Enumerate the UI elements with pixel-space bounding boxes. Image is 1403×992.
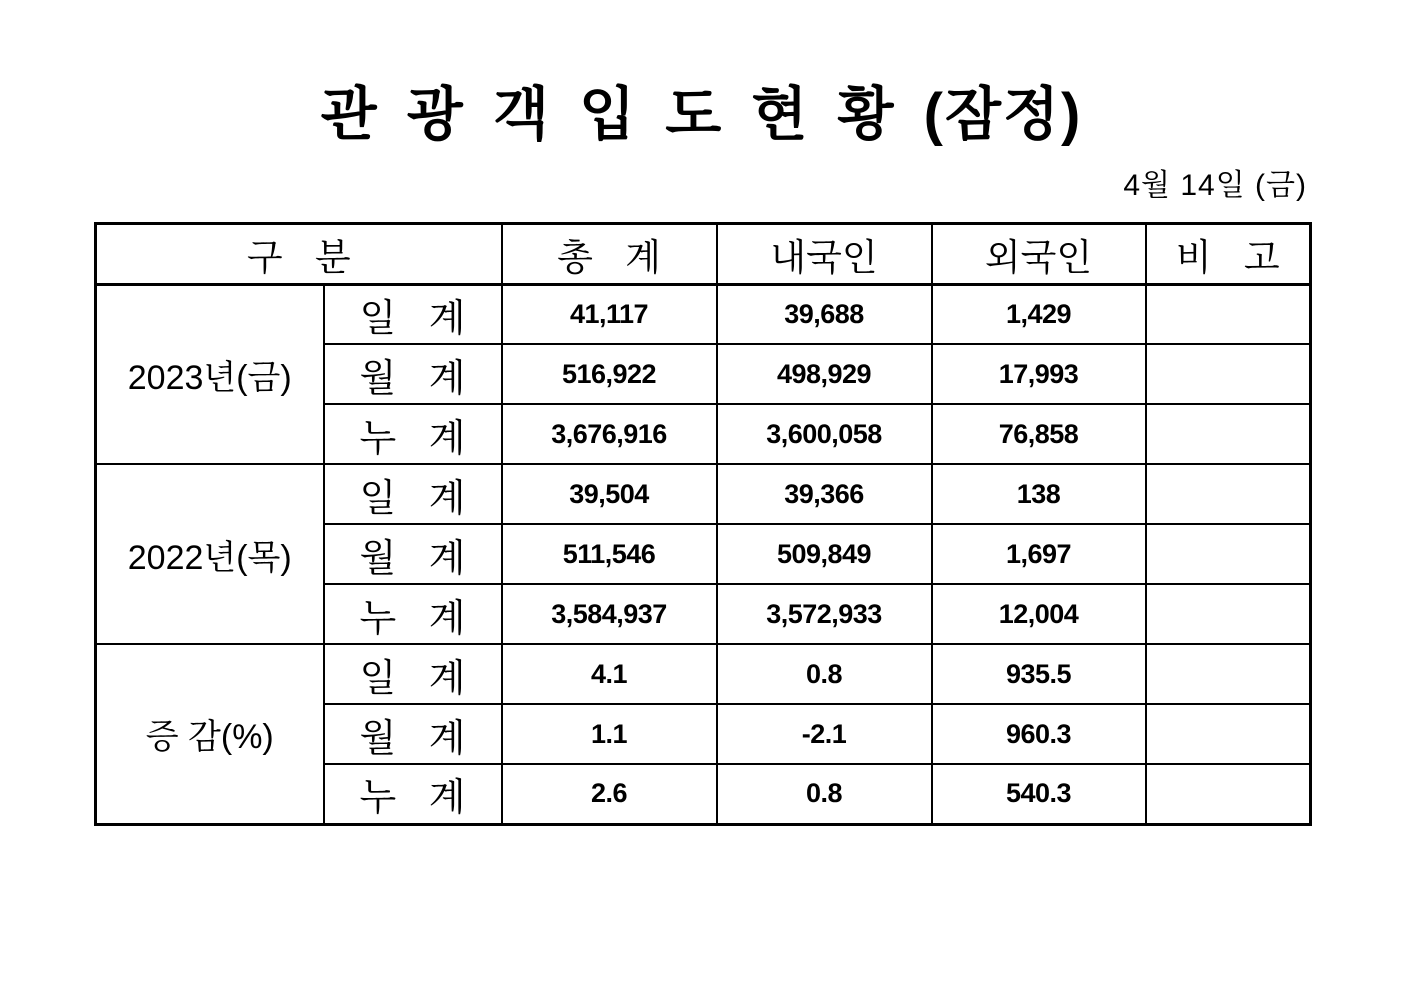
cell-foreign: 138 (932, 464, 1146, 524)
page-title: 관 광 객 입 도 현 황 (잠정) (320, 82, 1083, 147)
cell-domestic: 509,849 (717, 524, 932, 584)
row-label-daily: 일 계 (324, 284, 502, 344)
cell-foreign: 17,993 (932, 344, 1146, 404)
cell-total: 3,584,937 (502, 584, 717, 644)
cell-note (1146, 464, 1311, 524)
cell-foreign: 540.3 (932, 764, 1146, 824)
row-label-monthly: 월 계 (324, 344, 502, 404)
cell-note (1146, 404, 1311, 464)
col-header-foreign: 외국인 (932, 223, 1146, 284)
cell-note (1146, 764, 1311, 824)
report-content (94, 80, 1309, 826)
cell-note (1146, 344, 1311, 404)
header-row (96, 223, 1311, 284)
row-label-cumulative: 누 계 (324, 764, 502, 824)
cell-foreign: 960.3 (932, 704, 1146, 764)
col-header-note: 비 고 (1146, 223, 1311, 284)
cell-total: 3,676,916 (502, 404, 717, 464)
row-label-daily: 일 계 (324, 464, 502, 524)
cell-note (1146, 524, 1311, 584)
cell-domestic: 39,366 (717, 464, 932, 524)
group-label-2022: 2022년(목) (96, 464, 324, 644)
group-label-change-pct: 증 감(%) (96, 644, 324, 824)
cell-note (1146, 284, 1311, 344)
cell-domestic: 0.8 (717, 764, 932, 824)
cell-foreign: 1,429 (932, 284, 1146, 344)
cell-domestic: -2.1 (717, 704, 932, 764)
row-label-cumulative: 누 계 (324, 584, 502, 644)
cell-total: 39,504 (502, 464, 717, 524)
row-label-monthly: 월 계 (324, 704, 502, 764)
cell-domestic: 3,600,058 (717, 404, 932, 464)
cell-foreign: 12,004 (932, 584, 1146, 644)
cell-total: 516,922 (502, 344, 717, 404)
cell-total: 511,546 (502, 524, 717, 584)
table-row (96, 644, 1311, 704)
tourist-arrival-table (94, 222, 1312, 826)
cell-domestic: 39,688 (717, 284, 932, 344)
cell-note (1146, 584, 1311, 644)
cell-foreign: 935.5 (932, 644, 1146, 704)
col-header-category: 구 분 (96, 223, 502, 284)
cell-total: 1.1 (502, 704, 717, 764)
cell-total: 4.1 (502, 644, 717, 704)
report-date: 4월 14일 (금) (1123, 168, 1307, 202)
table-row (96, 464, 1311, 524)
group-label-2023: 2023년(금) (96, 284, 324, 464)
row-label-monthly: 월 계 (324, 524, 502, 584)
table-row (96, 284, 1311, 344)
row-label-cumulative: 누 계 (324, 404, 502, 464)
cell-foreign: 1,697 (932, 524, 1146, 584)
cell-foreign: 76,858 (932, 404, 1146, 464)
col-header-total: 총 계 (502, 223, 717, 284)
cell-domestic: 498,929 (717, 344, 932, 404)
cell-domestic: 3,572,933 (717, 584, 932, 644)
cell-note (1146, 704, 1311, 764)
col-header-domestic: 내국인 (717, 223, 932, 284)
cell-total: 2.6 (502, 764, 717, 824)
cell-domestic: 0.8 (717, 644, 932, 704)
cell-note (1146, 644, 1311, 704)
cell-total: 41,117 (502, 284, 717, 344)
row-label-daily: 일 계 (324, 644, 502, 704)
